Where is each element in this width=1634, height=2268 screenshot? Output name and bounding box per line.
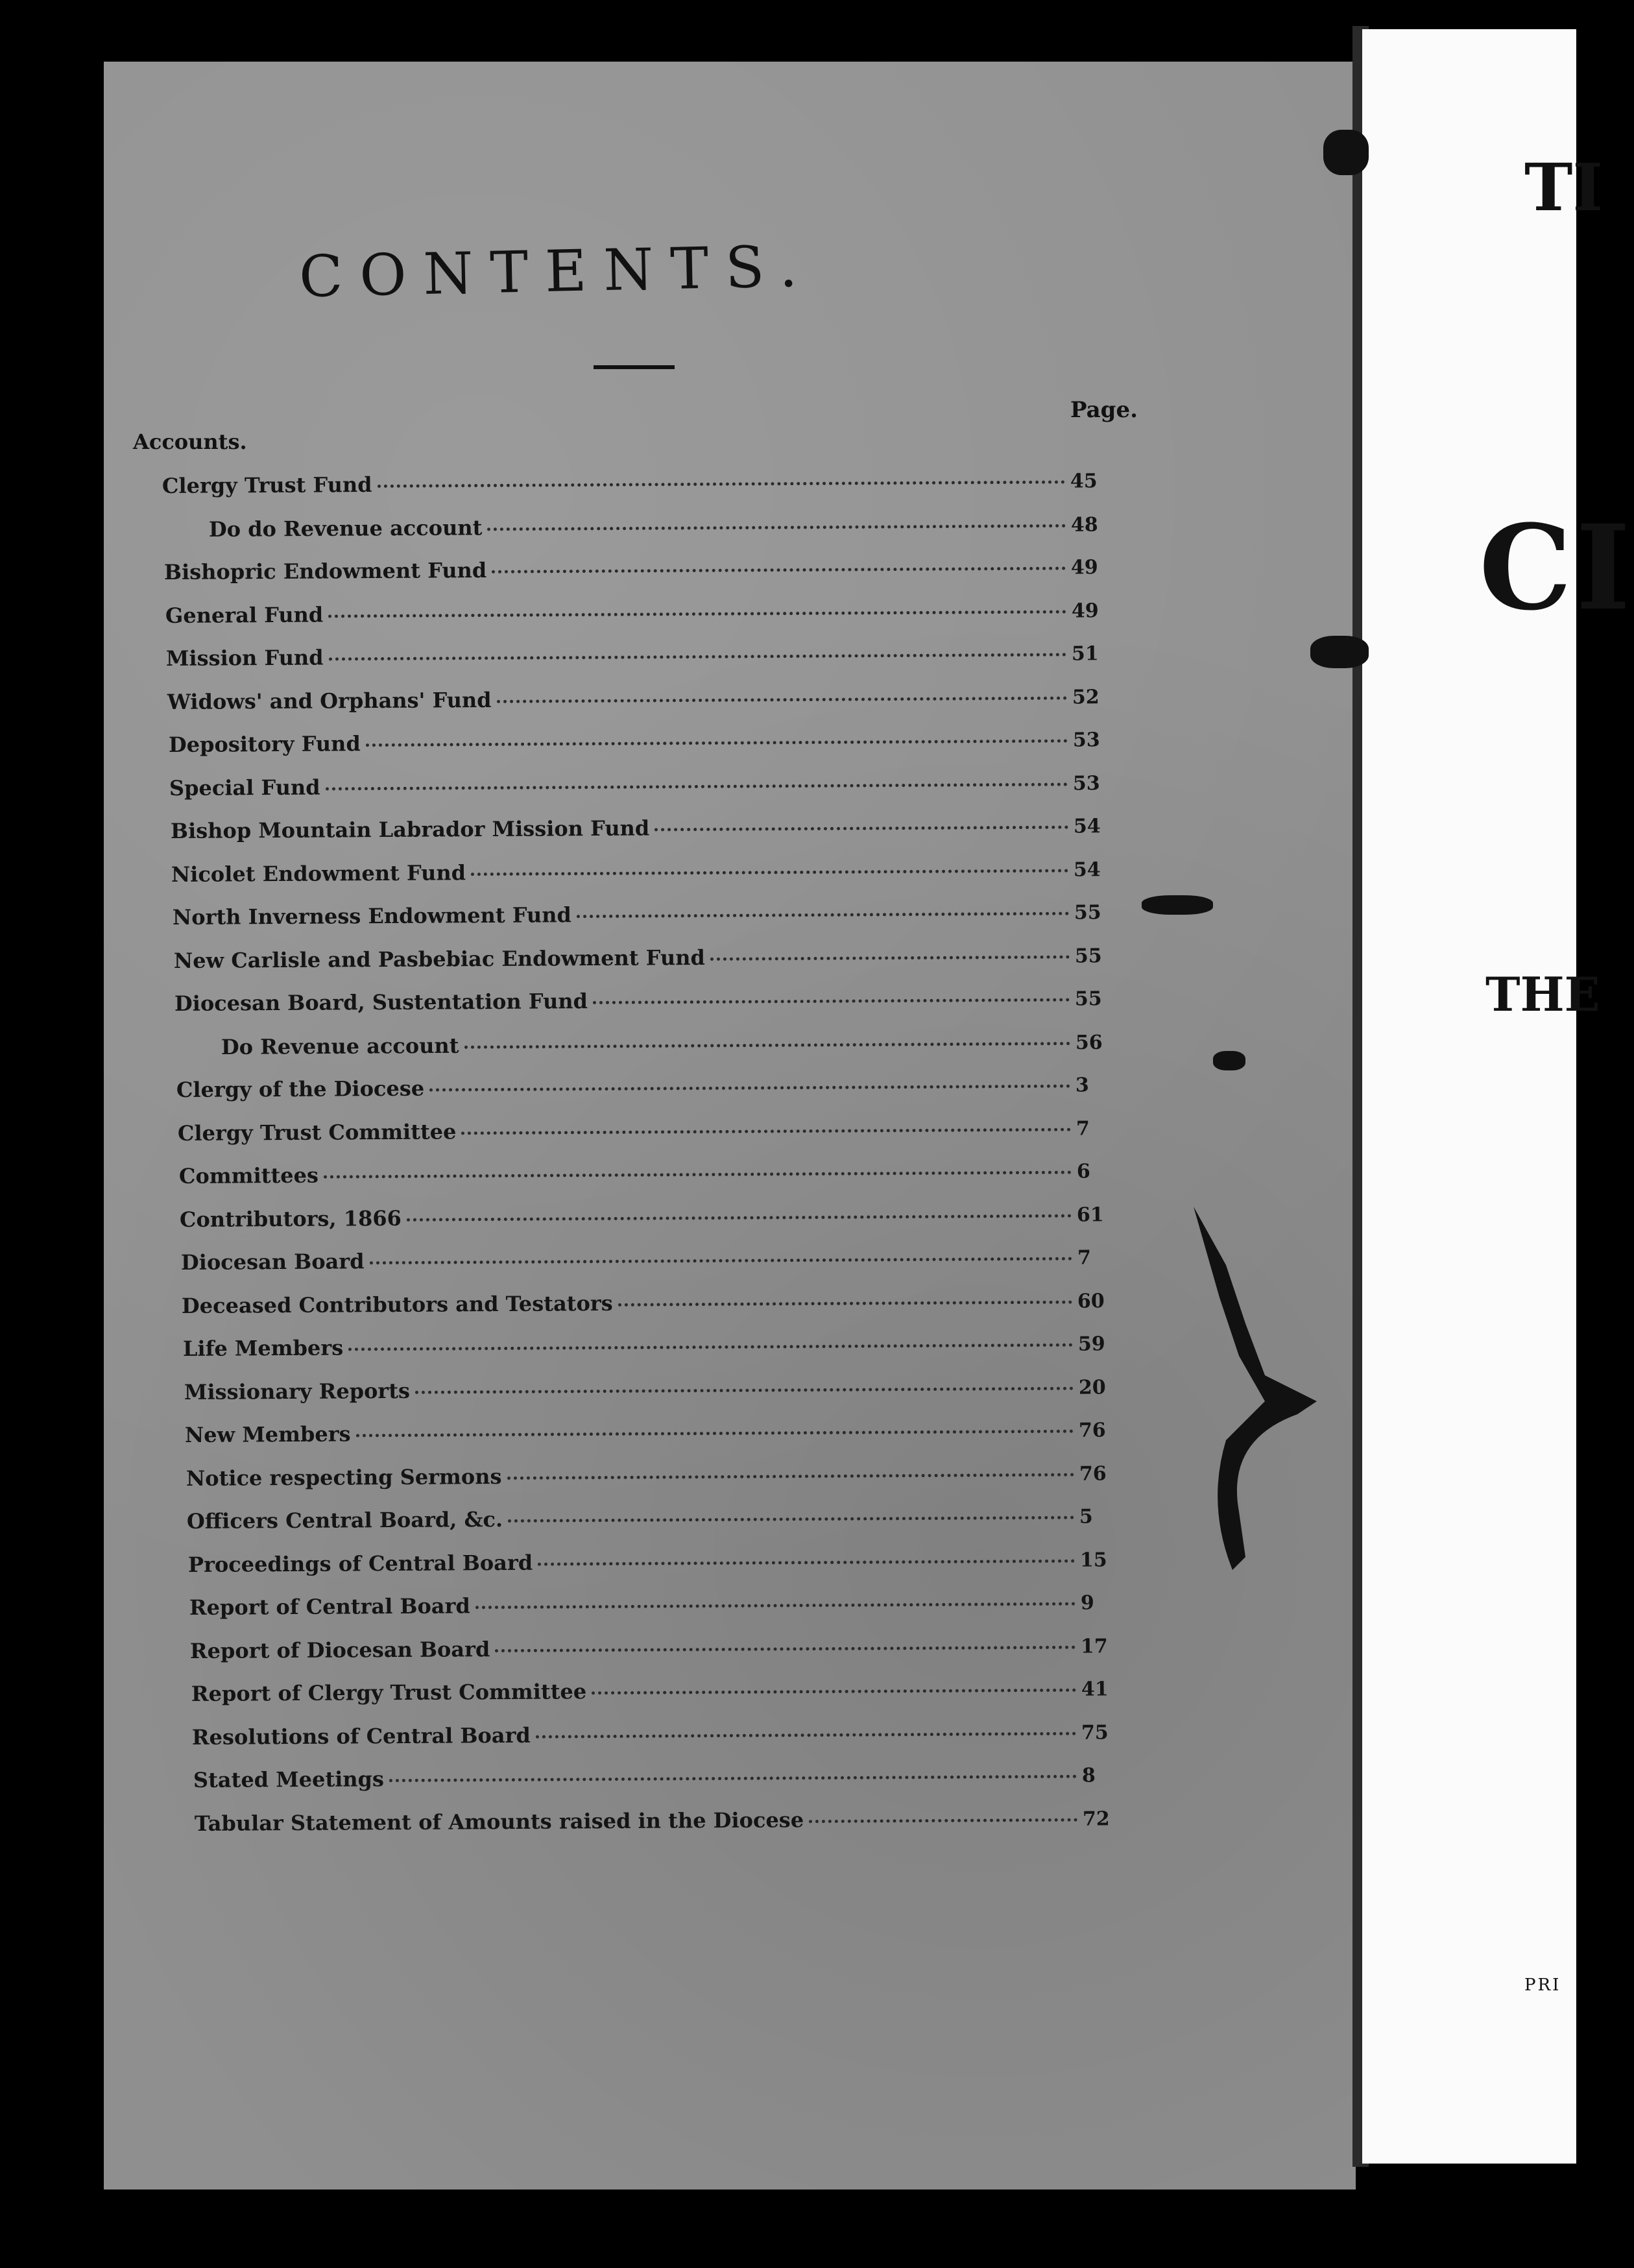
facing-subheading-fragment: THE bbox=[1485, 967, 1600, 1022]
page-column-heading: Page. bbox=[1070, 397, 1138, 423]
dot-leader bbox=[809, 1818, 1077, 1823]
dot-leader bbox=[487, 524, 1066, 530]
section-heading-accounts: Accounts. bbox=[133, 429, 247, 454]
dot-leader bbox=[497, 696, 1067, 703]
toc-entry bbox=[171, 856, 1112, 893]
toc-entry-page: 54 bbox=[1074, 858, 1101, 882]
dot-leader bbox=[577, 912, 1069, 919]
toc-entry-label: Nicolet Endowment Fund bbox=[171, 860, 466, 887]
toc-entry-label: Deceased Contributors and Testators bbox=[182, 1290, 614, 1318]
toc-entry-page: 41 bbox=[1081, 1678, 1109, 1701]
dot-leader bbox=[538, 1559, 1075, 1565]
toc-entry bbox=[191, 1676, 1120, 1713]
toc-entry-page: 48 bbox=[1070, 513, 1098, 537]
dot-leader bbox=[655, 826, 1068, 832]
toc-entry-label: Notice respecting Sermons bbox=[186, 1464, 502, 1491]
toc-entry bbox=[178, 1158, 1115, 1195]
toc-entry bbox=[182, 1288, 1116, 1325]
toc-entry-label: Report of Central Board bbox=[189, 1593, 470, 1620]
toc-entry-label: Bishopric Endowment Fund bbox=[164, 557, 487, 585]
dot-leader bbox=[464, 1042, 1070, 1049]
toc-entry bbox=[174, 985, 1114, 1022]
dot-leader bbox=[407, 1214, 1072, 1221]
toc-entry bbox=[165, 597, 1111, 634]
dot-leader bbox=[492, 567, 1066, 573]
toc-entry-page: 52 bbox=[1072, 685, 1099, 708]
toc-entry bbox=[176, 1072, 1114, 1109]
toc-entry-page: 17 bbox=[1081, 1634, 1108, 1658]
ink-blot bbox=[1142, 895, 1213, 915]
dot-leader bbox=[356, 1430, 1074, 1438]
toc-entry bbox=[169, 770, 1112, 807]
toc-entry bbox=[178, 1115, 1115, 1152]
ink-blot bbox=[1323, 130, 1369, 175]
toc-entry-label: General Fund bbox=[165, 602, 324, 628]
toc-entry bbox=[166, 640, 1111, 677]
toc-entry-label: Special Fund bbox=[169, 775, 320, 801]
toc-entry bbox=[189, 1589, 1119, 1626]
dot-leader bbox=[536, 1731, 1076, 1738]
toc-entry-page: 72 bbox=[1082, 1807, 1110, 1831]
toc-entry bbox=[162, 468, 1109, 505]
toc-entry bbox=[180, 1201, 1116, 1238]
toc-entry-page: 60 bbox=[1077, 1289, 1105, 1313]
facing-imprint-fragment: PRI bbox=[1524, 1975, 1561, 1995]
toc-entry-page: 53 bbox=[1073, 771, 1100, 795]
contents-title: CONTENTS. bbox=[298, 232, 815, 310]
toc-entry-page: 76 bbox=[1079, 1419, 1106, 1442]
toc-entry-label: Resolutions of Central Board bbox=[192, 1722, 531, 1750]
dot-leader bbox=[475, 1602, 1075, 1610]
toc-entry-label: Officers Central Board, &c. bbox=[187, 1507, 503, 1534]
toc-entry-label: Report of Clergy Trust Committee bbox=[191, 1679, 587, 1706]
toc-entry-label: Mission Fund bbox=[166, 645, 324, 671]
toc-entry-page: 61 bbox=[1077, 1203, 1104, 1227]
dot-leader bbox=[618, 1300, 1072, 1306]
toc-entry bbox=[184, 1374, 1117, 1411]
toc-entry-label: New Carlisle and Pasbebiac Endowment Fund bbox=[173, 945, 705, 973]
toc-entry-page: 5 bbox=[1079, 1505, 1094, 1528]
toc-entry-page: 45 bbox=[1070, 470, 1098, 493]
toc-entry bbox=[192, 1719, 1120, 1756]
dot-leader bbox=[430, 1085, 1071, 1092]
toc-entry-label: Diocesan Board, Sustentation Fund bbox=[174, 989, 588, 1016]
torn-edge-mark bbox=[1187, 1207, 1336, 1570]
toc-entry bbox=[193, 1762, 1121, 1799]
toc-entry bbox=[188, 1547, 1119, 1584]
dot-leader bbox=[365, 740, 1067, 747]
toc-entry bbox=[164, 554, 1110, 591]
dot-leader bbox=[369, 1257, 1072, 1265]
dot-leader bbox=[324, 1171, 1072, 1179]
toc-entry-label: Clergy Trust Fund bbox=[162, 472, 372, 498]
toc-entry-label: Do Revenue account bbox=[221, 1033, 459, 1059]
dot-leader bbox=[495, 1645, 1075, 1652]
toc-entry-page: 56 bbox=[1075, 1031, 1103, 1054]
toc-entry-page: 59 bbox=[1077, 1333, 1105, 1356]
toc-entry-label: Do do Revenue account bbox=[208, 514, 483, 542]
toc-entry-label: Report of Diocesan Board bbox=[190, 1636, 490, 1663]
facing-heading-fragment: CI bbox=[1479, 500, 1634, 636]
toc-entry bbox=[194, 1805, 1121, 1842]
ink-blot bbox=[1213, 1051, 1245, 1070]
toc-entry-page: 20 bbox=[1078, 1375, 1106, 1399]
dot-leader bbox=[378, 480, 1065, 487]
toc-entry bbox=[185, 1417, 1118, 1454]
toc-entry-page: 9 bbox=[1080, 1591, 1094, 1615]
dot-leader bbox=[415, 1386, 1074, 1393]
toc-entry-page: 55 bbox=[1074, 944, 1102, 968]
dot-leader bbox=[471, 869, 1068, 876]
toc-entry bbox=[221, 1029, 1114, 1065]
toc-entry-page: 7 bbox=[1075, 1116, 1090, 1140]
toc-entry-page: 15 bbox=[1079, 1548, 1107, 1572]
dot-leader bbox=[389, 1775, 1077, 1782]
toc-entry-label: Life Members bbox=[182, 1335, 344, 1361]
toc-entry-label: Tabular Statement of Amounts raised in the Diocese bbox=[194, 1807, 804, 1836]
toc-entry bbox=[181, 1244, 1116, 1281]
toc-entry-page: 54 bbox=[1073, 815, 1101, 838]
toc-entry-label: Depository Fund bbox=[168, 731, 361, 757]
toc-entry bbox=[168, 727, 1111, 764]
toc-entry bbox=[208, 511, 1109, 548]
toc-entry-label: Stated Meetings bbox=[193, 1767, 385, 1792]
dot-leader bbox=[326, 782, 1068, 790]
toc-entry-page: 3 bbox=[1075, 1074, 1090, 1097]
toc-entry-page: 49 bbox=[1071, 556, 1098, 579]
toc-entry-page: 75 bbox=[1081, 1720, 1109, 1744]
toc-entry-label: Proceedings of Central Board bbox=[187, 1550, 533, 1577]
toc-entry-page: 53 bbox=[1072, 729, 1100, 752]
toc-entry-label: Bishop Mountain Labrador Mission Fund bbox=[170, 815, 650, 843]
toc-entry-page: 7 bbox=[1077, 1246, 1091, 1270]
dot-leader bbox=[710, 955, 1069, 960]
toc-entry-label: North Inverness Endowment Fund bbox=[172, 902, 571, 930]
toc-entry-page: 76 bbox=[1079, 1462, 1107, 1486]
toc-entry-label: Committees bbox=[178, 1163, 318, 1188]
toc-entry-label: Contributors, 1866 bbox=[180, 1205, 402, 1232]
toc-entry-page: 49 bbox=[1071, 599, 1099, 622]
toc-entry-page: 55 bbox=[1074, 901, 1101, 924]
toc-entry bbox=[173, 943, 1113, 980]
facing-title-fragment: TI bbox=[1524, 149, 1604, 226]
toc-entry bbox=[173, 899, 1113, 936]
dot-leader bbox=[593, 998, 1070, 1004]
toc-entry-page: 51 bbox=[1072, 642, 1099, 666]
toc-entry-label: Widows' and Orphans' Fund bbox=[167, 687, 492, 714]
ink-blot bbox=[1310, 636, 1369, 668]
dot-leader bbox=[329, 653, 1066, 661]
dot-leader bbox=[508, 1516, 1074, 1523]
toc-entry bbox=[186, 1460, 1118, 1497]
dot-leader bbox=[328, 610, 1066, 618]
toc-entry-page: 55 bbox=[1075, 987, 1102, 1011]
toc-entry-label: New Members bbox=[185, 1421, 351, 1447]
toc-entry-label: Clergy Trust Committee bbox=[177, 1118, 457, 1146]
toc-entry-label: Missionary Reports bbox=[184, 1378, 410, 1405]
dot-leader bbox=[348, 1344, 1073, 1351]
toc-entry-page: 6 bbox=[1076, 1160, 1090, 1183]
toc-entry bbox=[190, 1633, 1120, 1670]
toc-entry-label: Diocesan Board bbox=[180, 1249, 365, 1275]
dot-leader bbox=[461, 1128, 1071, 1135]
toc-entry bbox=[171, 813, 1112, 850]
toc-entry bbox=[187, 1503, 1118, 1540]
toc-entry bbox=[167, 684, 1111, 721]
toc-entry-page: 8 bbox=[1081, 1764, 1096, 1787]
dot-leader bbox=[592, 1689, 1076, 1695]
toc-entry bbox=[183, 1331, 1117, 1368]
toc-entry-label: Clergy of the Diocese bbox=[176, 1076, 425, 1102]
dot-leader bbox=[507, 1473, 1074, 1479]
